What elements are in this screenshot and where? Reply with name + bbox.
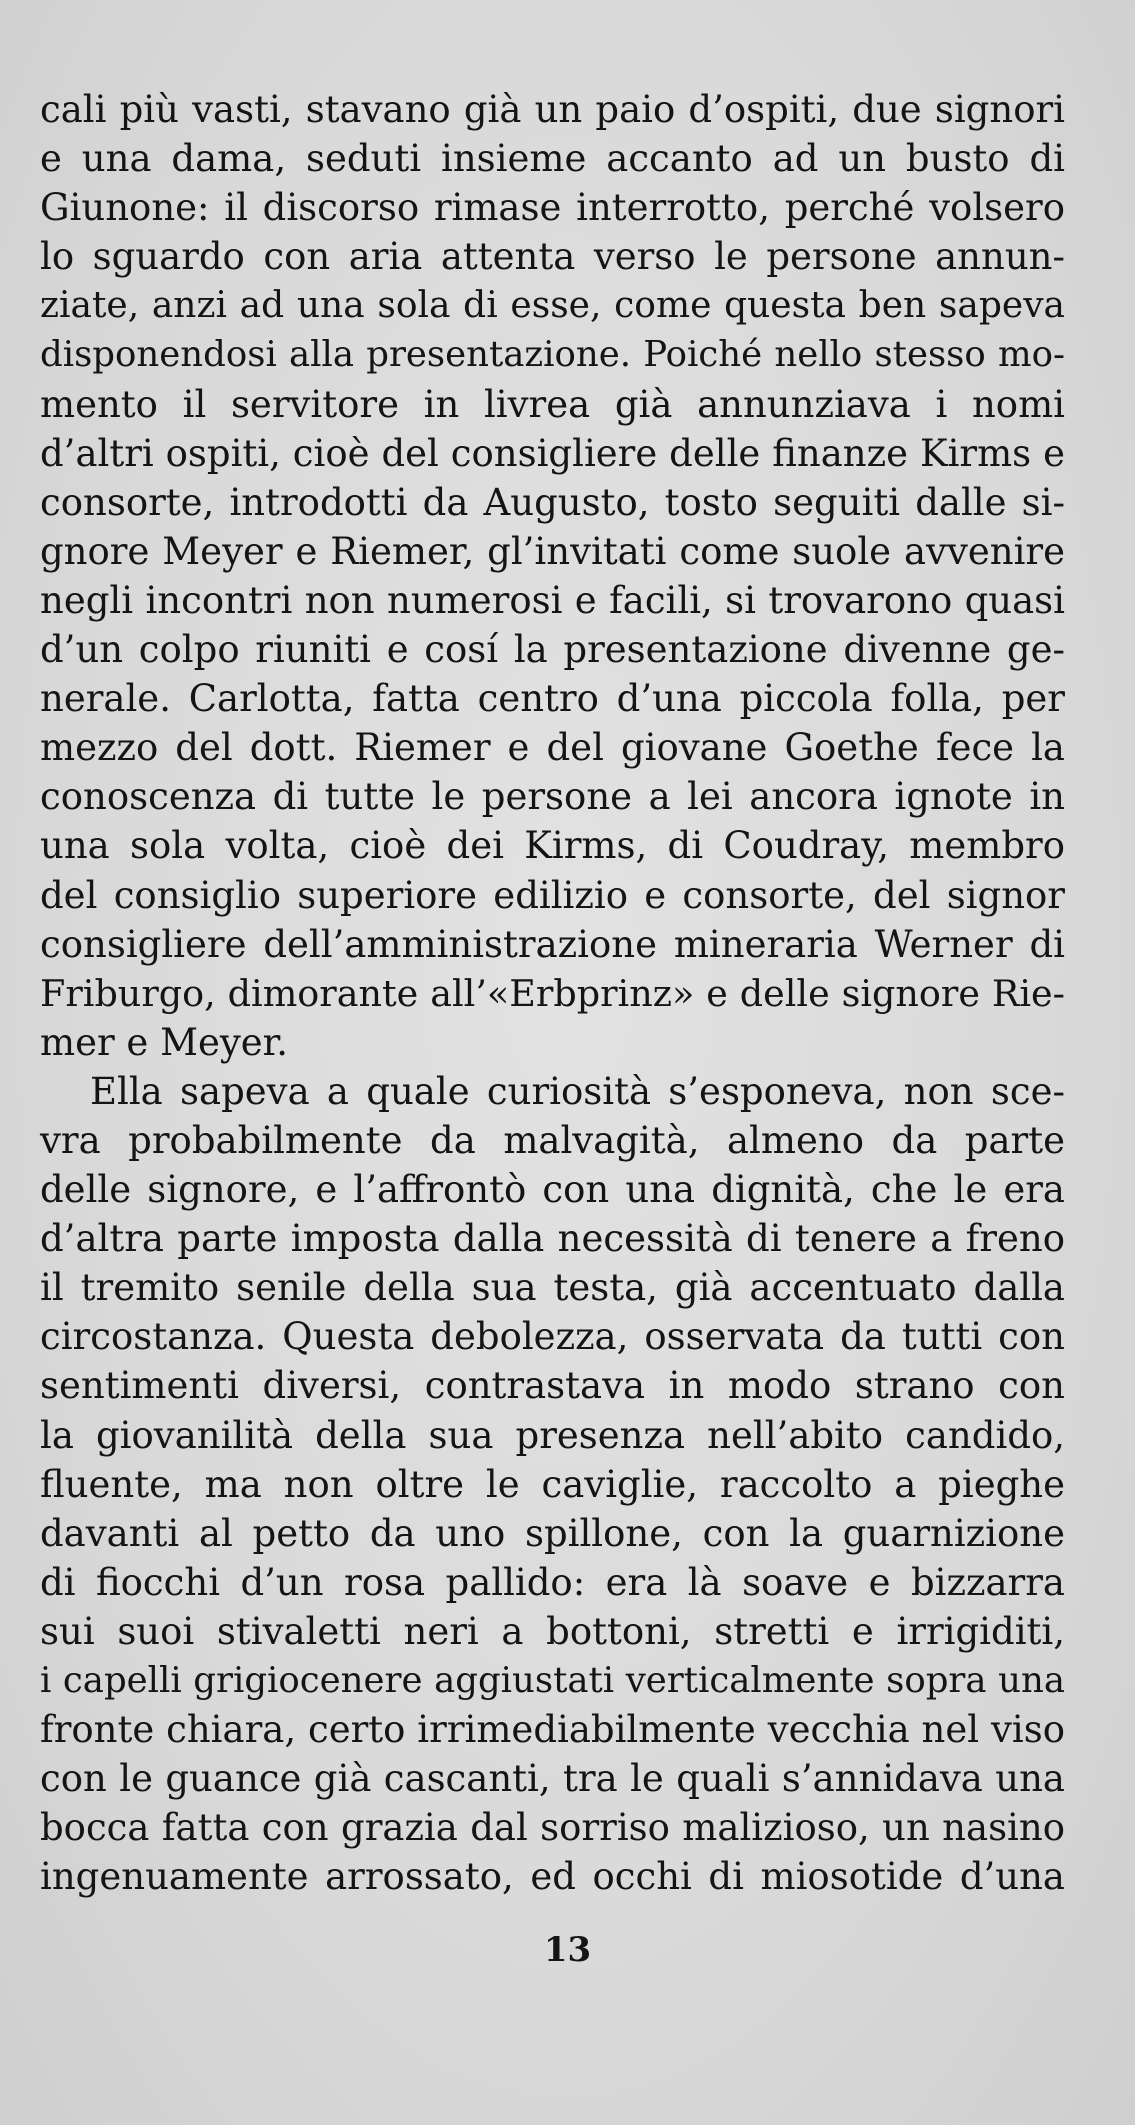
text-line-20: mer e Meyer. xyxy=(40,1020,289,1064)
text-line-27: sentimenti diversi, contrastava in modo strano con xyxy=(40,1364,1065,1408)
text-line-2: e una dama, seduti insieme accanto ad un busto di xyxy=(40,137,1065,181)
text-line-13: nerale. Carlotta, fatta centro d’una piccola folla, per xyxy=(40,677,1065,721)
text-line-24: d’altra parte imposta dalla necessità di tenere a freno xyxy=(40,1217,1065,1261)
text-line-8: d’altri ospiti, cioè del consigliere delle finanze Kirms e xyxy=(40,431,1065,475)
text-line-6: disponendosi alla presentazione. Poiché nello stesso mo- xyxy=(40,334,1065,376)
text-line-5: ziate, anzi ad una sola di esse, come questa ben sapeva xyxy=(40,285,1065,327)
text-line-25: il tremito senile della sua testa, già accentuato dalla xyxy=(40,1266,1065,1310)
text-line-18: consigliere dell’amministrazione mineraria Werner di xyxy=(40,922,1065,966)
text-line-37: ingenuamente arrossato, ed occhi di miosotide d’una xyxy=(40,1855,1065,1899)
text-line-35: con le guance già cascanti, tra le quali s’annidava una xyxy=(40,1757,1065,1801)
text-line-15: conoscenza di tutte le persone a lei ancora ignote in xyxy=(40,775,1065,819)
text-line-14: mezzo del dott. Riemer e del giovane Goethe fece la xyxy=(40,726,1065,770)
text-line-22: vra probabilmente da malvagità, almeno da parte xyxy=(40,1118,1065,1162)
text-line-23: delle signore, e l’affrontò con una dignità, che le era xyxy=(40,1168,1065,1212)
text-line-32: sui suoi stivaletti neri a bottoni, stretti e irrigiditi, xyxy=(40,1609,1065,1653)
text-line-16: una sola volta, cioè dei Kirms, di Coudray, membro xyxy=(40,824,1065,868)
text-line-12: d’un colpo riuniti e cosí la presentazione divenne ge- xyxy=(40,628,1065,672)
text-line-36: bocca fatta con grazia dal sorriso malizioso, un nasino xyxy=(40,1806,1065,1850)
text-line-11: negli incontri non numerosi e facili, si trovarono quasi xyxy=(40,578,1065,622)
text-line-30: davanti al petto da uno spillone, con la guarnizione xyxy=(40,1511,1065,1555)
text-line-7: mento il servitore in livrea già annunziava i nomi xyxy=(40,382,1065,426)
text-line-31: di fiocchi d’un rosa pallido: era là soave e bizzarra xyxy=(40,1560,1065,1604)
text-line-33: i capelli grigiocenere aggiustati verticalmente sopra una xyxy=(40,1660,1065,1701)
page-number: 13 xyxy=(543,1930,592,1970)
text-line-29: fluente, ma non oltre le caviglie, raccolto a pieghe xyxy=(40,1462,1065,1506)
text-line-3: Giunone: il discorso rimase interrotto, perché volsero xyxy=(40,186,1065,230)
text-line-26: circostanza. Questa debolezza, osservata da tutti con xyxy=(40,1315,1065,1359)
text-line-21: Ella sapeva a quale curiosità s’esponeva, non sce- xyxy=(90,1069,1065,1113)
text-line-34: fronte chiara, certo irrimediabilmente vecchia nel viso xyxy=(40,1708,1065,1752)
text-line-1: cali più vasti, stavano già un paio d’ospiti, due signori xyxy=(40,88,1065,131)
text-line-10: gnore Meyer e Riemer, gl’invitati come suole avvenire xyxy=(40,529,1065,573)
text-line-9: consorte, introdotti da Augusto, tosto seguiti dalle si- xyxy=(40,480,1065,524)
text-line-4: lo sguardo con aria attenta verso le persone annun- xyxy=(40,235,1065,279)
text-line-19: Friburgo, dimorante all’«Erbprinz» e delle signore Rie- xyxy=(40,971,1065,1015)
text-line-28: la giovanilità della sua presenza nell’abito candido, xyxy=(40,1413,1065,1457)
body-text xyxy=(40,85,1065,1901)
text-line-17: del consiglio superiore edilizio e consorte, del signor xyxy=(40,873,1065,917)
